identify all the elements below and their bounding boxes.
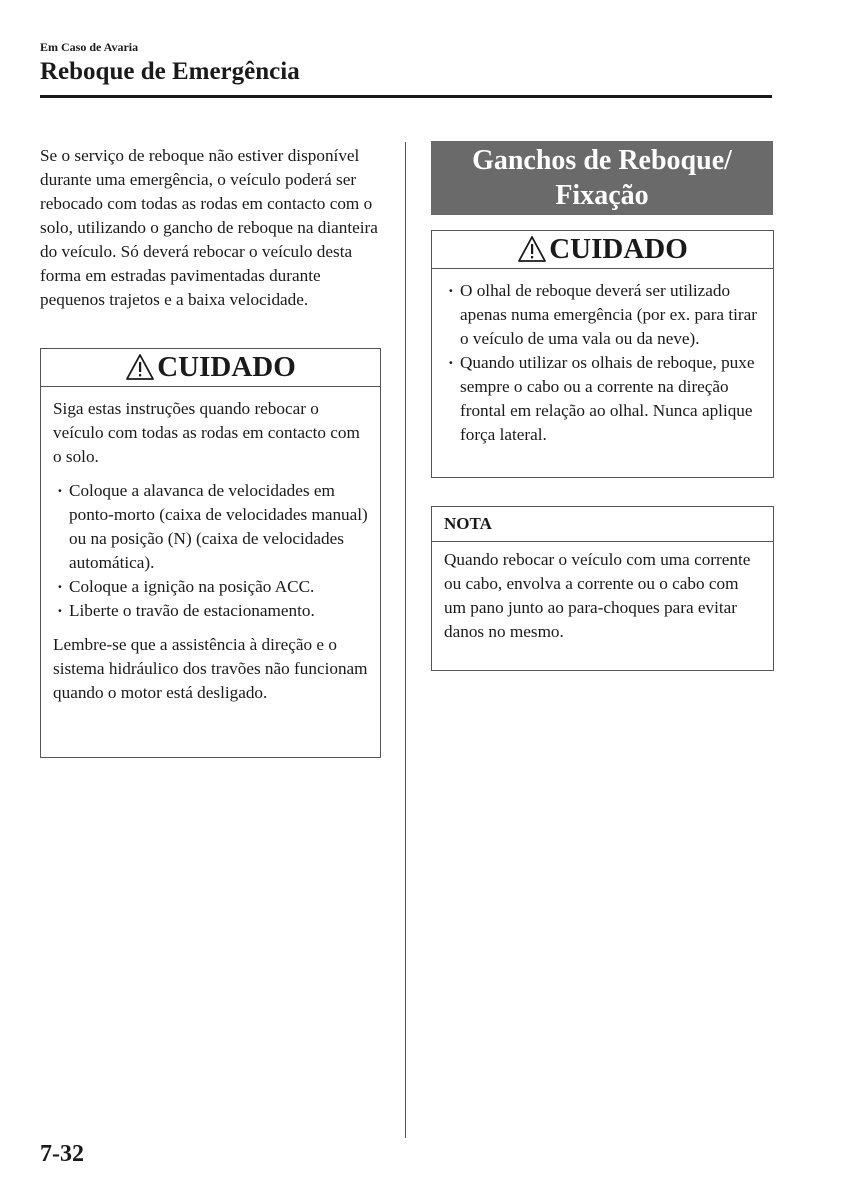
caution-box-right: [431, 230, 774, 478]
section-title-line: Fixação: [555, 180, 649, 211]
section-title-line: Ganchos de Reboque/: [472, 145, 732, 176]
caution-heading: [432, 231, 773, 269]
note-heading: NOTA: [432, 507, 773, 542]
warning-triangle-icon: [517, 235, 547, 263]
caution-footer: Lembre-se que a assistência à direção e o sistema hidráulico dos travões não funcionam quando o motor está desligado.: [53, 635, 368, 702]
note-content: [432, 542, 773, 644]
note-box: [431, 506, 774, 671]
column-divider: [405, 142, 406, 1138]
caution-content: [432, 269, 773, 447]
list-item: · Liberte o travão de estacionamento.: [53, 599, 368, 623]
note-text: Quando rebocar o veículo com uma corrente ou cabo, envolva a corrente ou o cabo com um pano junto ao para-choques para evitar danos no mesmo.: [444, 550, 751, 641]
caution-heading-label: CUIDADO: [157, 351, 296, 383]
page-number: 7-32: [40, 1141, 84, 1167]
caution-box-left: [40, 348, 381, 758]
caution-list: [53, 479, 368, 623]
caution-heading: [41, 349, 380, 387]
page-title: Reboque de Emergência: [40, 58, 300, 85]
list-item: · Quando utilizar os olhais de reboque, puxe sempre o cabo ou a corrente na direção frontal em relação ao olhal. Nunca aplique força lateral.: [444, 351, 761, 447]
caution-lead: Siga estas instruções quando rebocar o veículo com todas as rodas em contacto com o solo.: [53, 399, 360, 466]
caution-heading-label: CUIDADO: [549, 233, 688, 265]
list-item: · Coloque a alavanca de velocidades em ponto-morto (caixa de velocidades manual) ou na posição (N) (caixa de velocidades automática).: [53, 479, 368, 575]
caution-list: [444, 279, 761, 447]
caution-content: [41, 387, 380, 705]
intro-paragraph: Se o serviço de reboque não estiver disponível durante uma emergência, o veículo poderá ser rebocado com todas as rodas em contacto com o solo, utilizando o gancho de reboque na dianteira do veículo. Só deverá rebocar o veículo desta forma em estradas pavimentadas durante pequenos trajetos e a baixa velocidade.: [40, 146, 378, 309]
title-rule: [40, 95, 772, 98]
warning-triangle-icon: [125, 353, 155, 381]
section-title-banner: [431, 141, 773, 215]
list-item: · Coloque a ignição na posição ACC.: [53, 575, 368, 599]
list-item: · O olhal de reboque deverá ser utilizado apenas numa emergência (por ex. para tirar o veículo de uma vala ou da neve).: [444, 279, 761, 351]
breadcrumb: Em Caso de Avaria: [40, 40, 139, 54]
